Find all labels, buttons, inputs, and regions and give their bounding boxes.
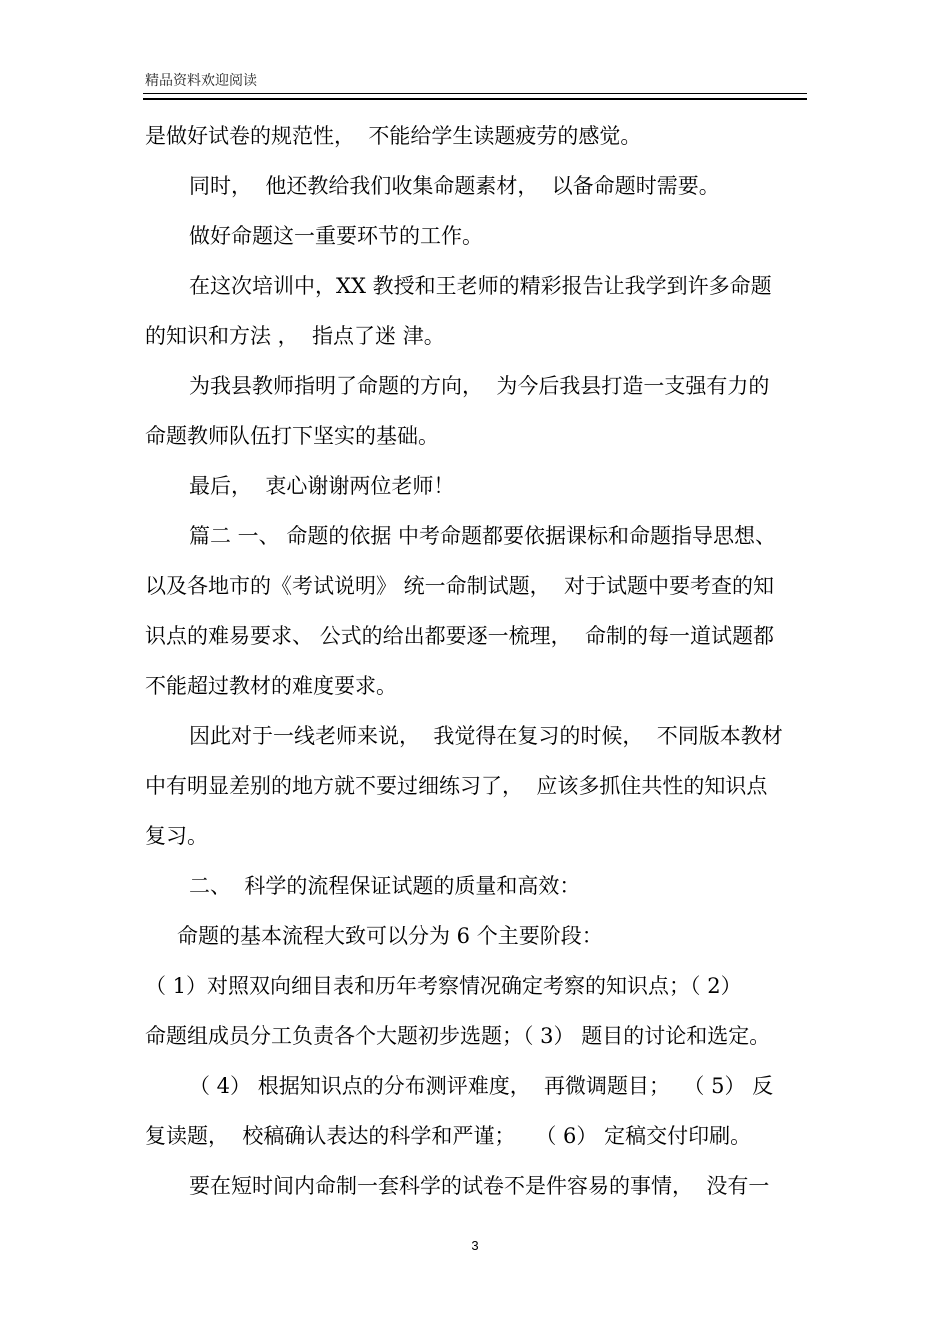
page-header: 精品资料欢迎阅读	[145, 73, 257, 89]
text-line: 识点的难易要求、 公式的给出都要逐一梳理， 命制的每一道试题都	[145, 624, 775, 648]
header-rule-thick	[143, 98, 807, 100]
text-line: 命题组成员分工负责各个大题初步选题；（ 3） 题目的讨论和选定。	[145, 1024, 771, 1048]
text-line: 要在短时间内命制一套科学的试卷不是件容易的事情， 没有一	[189, 1174, 770, 1198]
section-heading: 二、 科学的流程保证试题的质量和高效：	[189, 874, 581, 898]
text-line: 不能超过教材的难度要求。	[145, 674, 397, 698]
text-line: 同时， 他还教给我们收集命题素材， 以备命题时需要。	[189, 174, 720, 198]
text-line: （ 1）对照双向细目表和历年考察情况确定考察的知识点；（ 2）	[145, 974, 742, 998]
text-line: 是做好试卷的规范性， 不能给学生读题疲劳的感觉。	[145, 124, 642, 148]
text-line: 的知识和方法 ， 指点了迷 津。	[145, 324, 445, 348]
text-line: 因此对于一线老师来说， 我觉得在复习的时候， 不同版本教材	[189, 724, 783, 748]
text-line: 篇二 一、 命题的依据 中考命题都要依据课标和命题指导思想、	[189, 524, 777, 548]
page-number: 3	[471, 1238, 479, 1253]
text-line: 复习。	[145, 824, 208, 848]
text-line: 在这次培训中，XX 教授和王老师的精彩报告让我学到许多命题	[189, 274, 772, 298]
text-line: 复读题， 校稿确认表达的科学和严谨； （ 6） 定稿交付印刷。	[145, 1124, 752, 1148]
text-line: 中有明显差别的地方就不要过细练习了， 应该多抓住共性的知识点	[145, 774, 768, 798]
text-line: 命题教师队伍打下坚实的基础。	[145, 424, 439, 448]
text-line: （ 4） 根据知识点的分布测评难度， 再微调题目； （ 5） 反	[189, 1074, 774, 1098]
text-line: 做好命题这一重要环节的工作。	[189, 224, 483, 248]
text-line: 为我县教师指明了命题的方向， 为今后我县打造一支强有力的	[189, 374, 770, 398]
text-line: 最后， 衷心谢谢两位老师！	[189, 474, 455, 498]
text-line: 命题的基本流程大致可以分为 6 个主要阶段：	[177, 924, 603, 948]
text-line: 以及各地市的《考试说明》 统一命制试题， 对于试题中要考查的知	[145, 574, 775, 598]
header-rule-thin	[143, 93, 807, 94]
